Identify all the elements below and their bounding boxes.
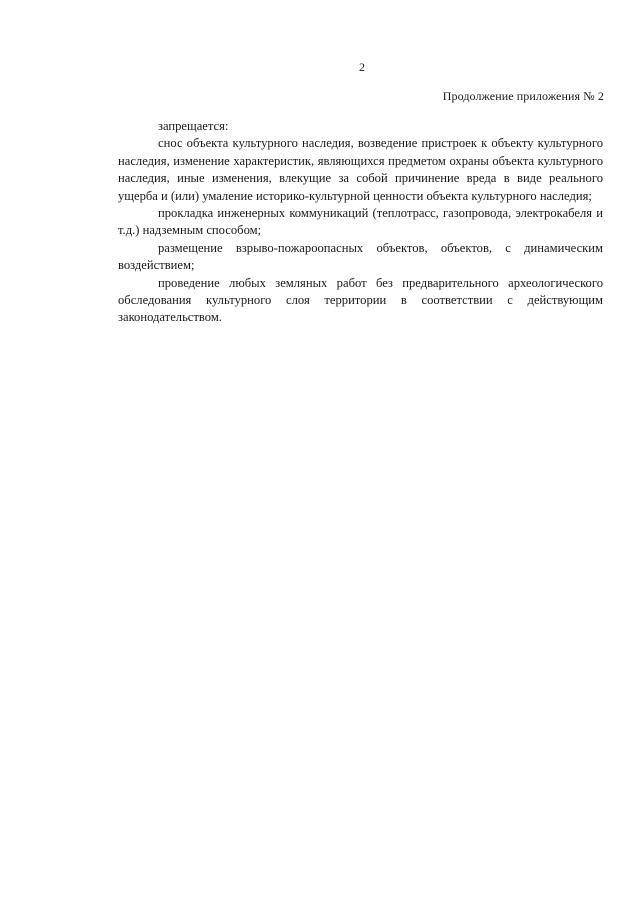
body-text (118, 118, 603, 327)
paragraph-utilities: прокладка инженерных коммуникаций (теплотрасс, газопровода, электрокабеля и т.д.) надземным способом; (118, 206, 603, 238)
paragraph-intro: запрещается: (158, 119, 229, 133)
annex-header: Продолжение приложения № 2 (442, 89, 604, 103)
page-number: 2 (359, 60, 365, 74)
paragraph-earthworks: проведение любых земляных работ без предварительного археологического обследования культурного слоя территории в соответствии с действующим законодательством. (118, 275, 603, 325)
paragraph-demolition: снос объекта культурного наследия, возведение пристроек к объекту культурного наследия, изменение характеристик, являющихся предметом охраны объекта культурного наследия, иные изменения, влекущие за собой причинение вреда в виде реального ущерба и (или) умаление историко-культурной ценности объекта культурного наследия; (118, 136, 603, 203)
paragraph-hazardous-objects: размещение взрыво-пожароопасных объектов, объектов, с динамическим воздействием; (118, 240, 603, 273)
